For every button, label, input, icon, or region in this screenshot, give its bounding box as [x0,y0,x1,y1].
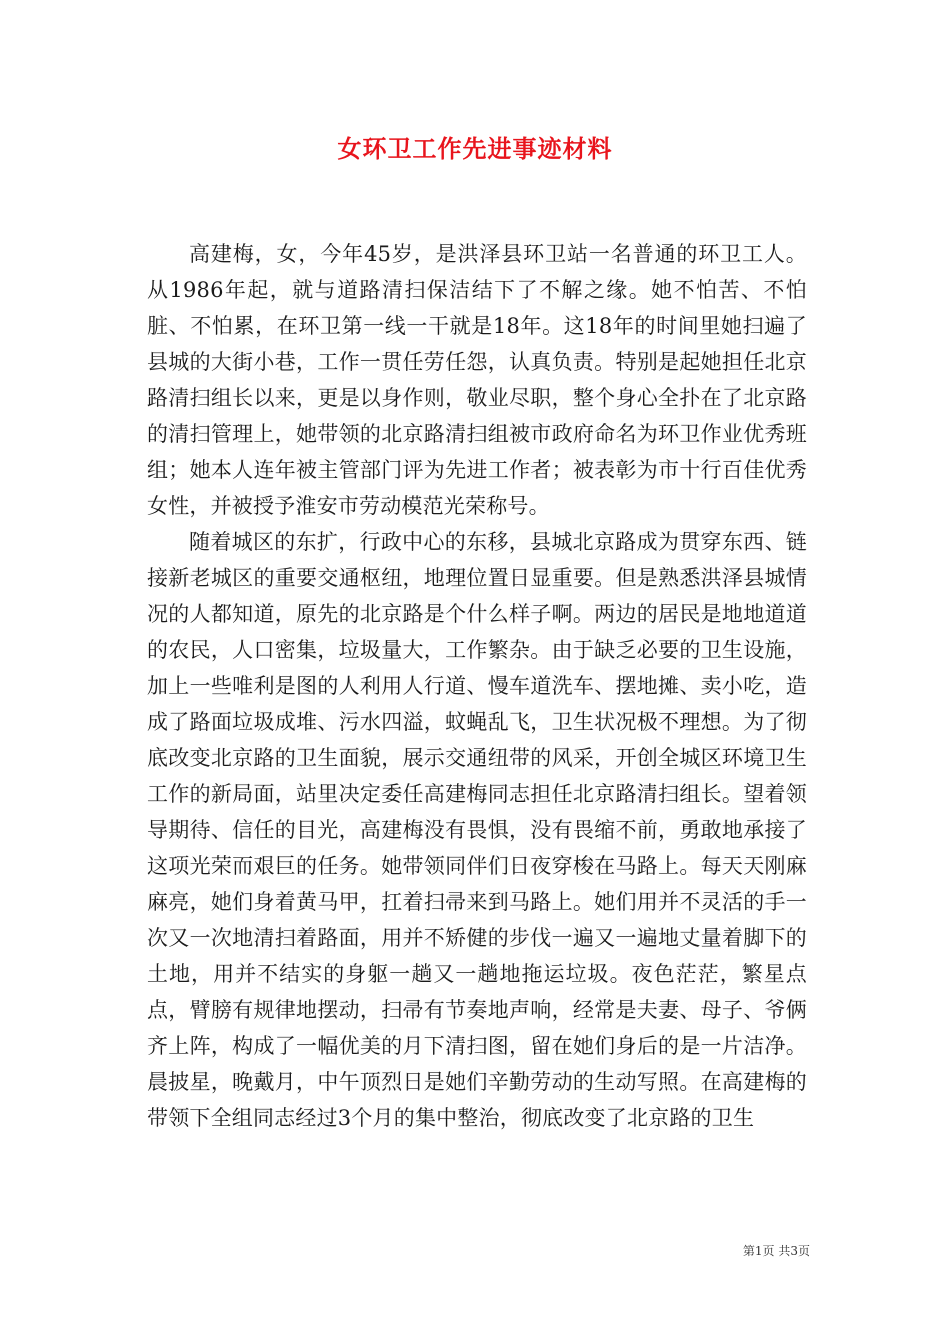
document-title: 女环卫工作先进事迹材料 [337,134,613,163]
page-number: 第1页 共3页 [742,1244,810,1258]
paragraph-1: 高建梅，女，今年45岁，是洪泽县环卫站一名普通的环卫工人。从1986年起，就与道路清扫保洁结下了不解之缘。她不怕苦、不怕脏、不怕累，在环卫第一线一干就是18年。这18年的时间里她扫遍了县城的大街小巷，工作一贯任劳任怨，认真负责。特别是起她担任北京路清扫组长以来，更是以身作则，敬业尽职，整个身心全扑在了北京路的清扫管理上，她带领的北京路清扫组被市政府命名为环卫作业优秀班组；她本人连年被主管部门评为先进工作者；被表彰为市十行百佳优秀女性，并被授予淮安市劳动模范光荣称号。 [147,242,807,518]
paragraph-2: 随着城区的东扩，行政中心的东移，县城北京路成为贯穿东西、链接新老城区的重要交通枢纽，地理位置日显重要。但是熟悉洪泽县城情况的人都知道，原先的北京路是个什么样子啊。两边的居民是地地道道的农民，人口密集，垃圾量大，工作繁杂。由于缺乏必要的卫生设施，加上一些唯利是图的人利用人行道、慢车道洗车、摆地摊、卖小吃，造成了路面垃圾成堆、污水四溢，蚊蝇乱飞，卫生状况极不理想。为了彻底改变北京路的卫生面貌，展示交通纽带的风采，开创全城区环境卫生工作的新局面，站里决定委任高建梅同志担任北京路清扫组长。望着领导期待、信任的目光，高建梅没有畏惧，没有畏缩不前，勇敢地承接了这项光荣而艰巨的任务。她带领同伴们日夜穿梭在马路上。每天天刚麻麻亮，她们身着黄马甲，扛着扫帚来到马路上。她们用并不灵活的手一次又一次地清扫着路面，用并不矫健的步伐一遍又一遍地丈量着脚下的土地，用并不结实的身躯一趟又一趟地拖运垃圾。夜色茫茫，繁星点点，臂膀有规律地摆动，扫帚有节奏地声响，经常是夫妻、母子、爷俩齐上阵，构成了一幅优美的月下清扫图，留在她们身后的是一片洁净。晨披星，晚戴月，中午顶烈日是她们辛勤劳动的生动写照。在高建梅的带领下全组同志经过3个月的集中整治，彻底改变了北京路的卫生 [147,530,807,1130]
document-body [147,236,807,1136]
